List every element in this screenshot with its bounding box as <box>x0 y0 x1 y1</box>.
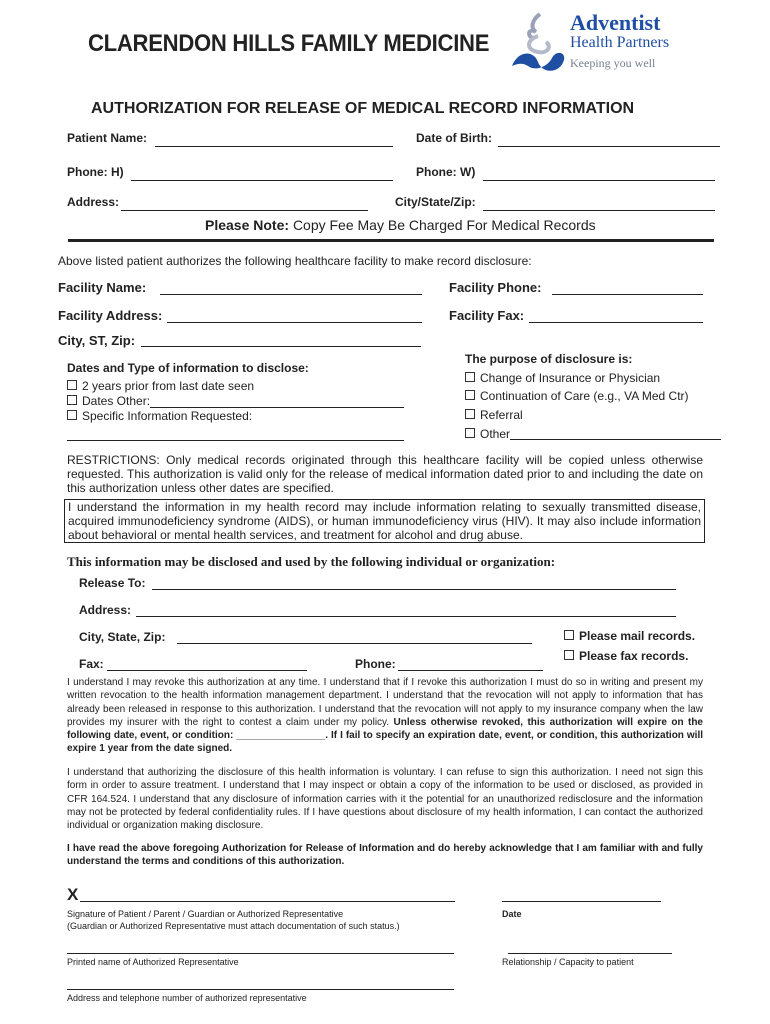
checkbox-icon[interactable] <box>564 650 574 660</box>
purpose-option-insurance[interactable]: Change of Insurance or Physician <box>465 371 660 385</box>
divider-rule <box>68 239 714 242</box>
intro-text: Above listed patient authorizes the following healthcare facility to make record disclosure: <box>58 254 532 268</box>
patient-name-label: Patient Name: <box>67 131 148 145</box>
phone-home-field[interactable] <box>131 180 393 181</box>
signature-label: Signature of Patient / Parent / Guardian or Authorized Representative <box>67 909 344 919</box>
mail-records-option[interactable]: Please mail records. <box>564 629 695 643</box>
facility-name-field[interactable] <box>160 294 422 295</box>
purpose-option-other[interactable]: Other <box>465 427 510 441</box>
dob-field[interactable] <box>498 146 720 147</box>
purpose-option-continuation[interactable]: Continuation of Care (e.g., VA Med Ctr) <box>465 389 689 403</box>
facility-city-field[interactable] <box>141 346 421 347</box>
copy-fee-note <box>205 217 596 233</box>
purpose-option-referral[interactable]: Referral <box>465 408 523 422</box>
logo <box>508 10 708 76</box>
checkbox-icon[interactable] <box>465 409 475 419</box>
relationship-field[interactable] <box>508 953 672 954</box>
dates-option-2years[interactable]: 2 years prior from last date seen <box>67 379 254 393</box>
restrictions-text: RESTRICTIONS: Only medical records originated through this healthcare facility will be copied unless otherwise requested. This authorization is valid only for the release of medical information dated prior to and including the date on this authorization unless other dates are specified. <box>67 453 703 495</box>
checkbox-icon[interactable] <box>465 390 475 400</box>
signature-x-mark: X <box>67 885 79 904</box>
signature-note: (Guardian or Authorized Representative must attach documentation of such status.) <box>67 921 400 931</box>
dob-label: Date of Birth: <box>416 131 492 145</box>
printed-name-field[interactable] <box>67 953 454 954</box>
facility-fax-field[interactable] <box>529 322 703 323</box>
phone-work-field[interactable] <box>483 180 715 181</box>
facility-name-label: Facility Name: <box>58 280 147 295</box>
form-title: AUTHORIZATION FOR RELEASE OF MEDICAL RECORD INFORMATION <box>91 100 635 117</box>
checkbox-icon[interactable] <box>465 428 475 438</box>
checkbox-icon[interactable] <box>564 630 574 640</box>
release-title: This information may be disclosed and used by the following individual or organization: <box>67 554 556 569</box>
release-city-field[interactable] <box>177 643 532 644</box>
dates-other-field[interactable] <box>150 407 404 408</box>
purpose-other-field[interactable] <box>510 439 721 440</box>
clinic-name: CLARENDON HILLS FAMILY MEDICINE <box>88 30 490 57</box>
signature-field[interactable] <box>80 901 455 902</box>
dates-option-other[interactable]: Dates Other: <box>67 394 150 408</box>
release-address-field[interactable] <box>136 616 676 617</box>
checkbox-icon[interactable] <box>67 410 77 420</box>
city-state-zip-label: City/State/Zip: <box>395 195 476 209</box>
release-city-label: City, State, Zip: <box>79 630 166 644</box>
logo-line1: Adventist <box>570 10 661 35</box>
rep-address-label: Address and telephone number of authorized representative <box>67 993 307 1003</box>
fax-records-option[interactable]: Please fax records. <box>564 649 688 663</box>
logo-tagline: Keeping you well <box>570 56 656 70</box>
note-text: Copy Fee May Be Charged For Medical Records <box>292 217 596 233</box>
release-address-label: Address: <box>79 603 132 617</box>
checkbox-icon[interactable] <box>67 395 77 405</box>
relationship-label: Relationship / Capacity to patient <box>502 957 634 967</box>
patient-name-field[interactable] <box>155 146 393 147</box>
address-field[interactable] <box>121 210 368 211</box>
date-label: Date <box>502 909 522 919</box>
phone-work-label: Phone: W) <box>416 165 476 179</box>
sensitive-info-box: I understand the information in my health record may include information relating to sexually transmitted disease, acquired immunodeficiency syndrome (AIDS), or human immunodeficiency virus (HIV). It may also include information about behavioral or mental health services, and treatment for alcohol and drug abuse. <box>64 499 705 543</box>
city-state-zip-field[interactable] <box>483 210 715 211</box>
facility-fax-label: Facility Fax: <box>449 308 525 323</box>
facility-phone-field[interactable] <box>552 294 703 295</box>
release-phone-label: Phone: <box>355 657 396 671</box>
phone-home-label: Phone: H) <box>67 165 124 179</box>
checkbox-icon[interactable] <box>67 380 77 390</box>
facility-address-label: Facility Address: <box>58 308 163 323</box>
logo-line2: Health Partners <box>570 34 670 51</box>
release-phone-field[interactable] <box>398 670 543 671</box>
purpose-title: The purpose of disclosure is: <box>465 352 633 366</box>
logo-swoosh-icon <box>508 10 568 76</box>
dates-option-specific[interactable]: Specific Information Requested: <box>67 409 252 423</box>
release-fax-label: Fax: <box>79 657 104 671</box>
dates-title: Dates and Type of information to disclose: <box>67 361 309 375</box>
note-bold: Please Note: <box>205 217 290 233</box>
facility-city-label: City, ST, Zip: <box>58 333 136 348</box>
date-field[interactable] <box>502 901 661 902</box>
facility-phone-label: Facility Phone: <box>449 280 542 295</box>
printed-name-label: Printed name of Authorized Representative <box>67 957 239 967</box>
rep-address-field[interactable] <box>67 989 454 990</box>
voluntary-text: I understand that authorizing the disclosure of this health information is voluntary. I can refuse to sign this authorization. I need not sign this form in order to assure treatment. I understand that I may inspect or obtain a copy of the information to be used or disclosed, as provided in CFR 164.524. I understand that any disclosure of information carries with it the potential for an unauthorized redisclosure and the information may not be protected by federal confidentiality rules. If I have questions about disclosure of my health information, I can contact the authorized individual or organization making disclosure. <box>67 767 703 832</box>
release-to-label: Release To: <box>79 576 146 590</box>
checkbox-icon[interactable] <box>465 372 475 382</box>
specific-info-field[interactable] <box>67 440 404 441</box>
revoke-text: I understand I may revoke this authorization at any time. I understand that if I revoke this authorization I must do so in writing and present my written revocation to the health information management department. I understand that the revocation will not apply to information that has already been released in response to this authorization. I understand that the revocation will not apply to my insurance company when the law provides my insurer with the right to contest a claim under my policy. Unless otherwise revoked, this authorization will expire on the following date, event, or condition: ________________. If I fail to specify an expiration date, event, or condition, this authorization will expire 1 year from the date signed. <box>67 677 703 755</box>
release-fax-field[interactable] <box>107 670 307 671</box>
facility-address-field[interactable] <box>167 322 422 323</box>
acknowledge-text: I have read the above foregoing Authorization for Release of Information and do hereby acknowledge that I am familiar with and fully understand the terms and conditions of this authorization. <box>67 843 703 868</box>
address-label: Address: <box>67 195 120 209</box>
release-to-field[interactable] <box>152 589 676 590</box>
